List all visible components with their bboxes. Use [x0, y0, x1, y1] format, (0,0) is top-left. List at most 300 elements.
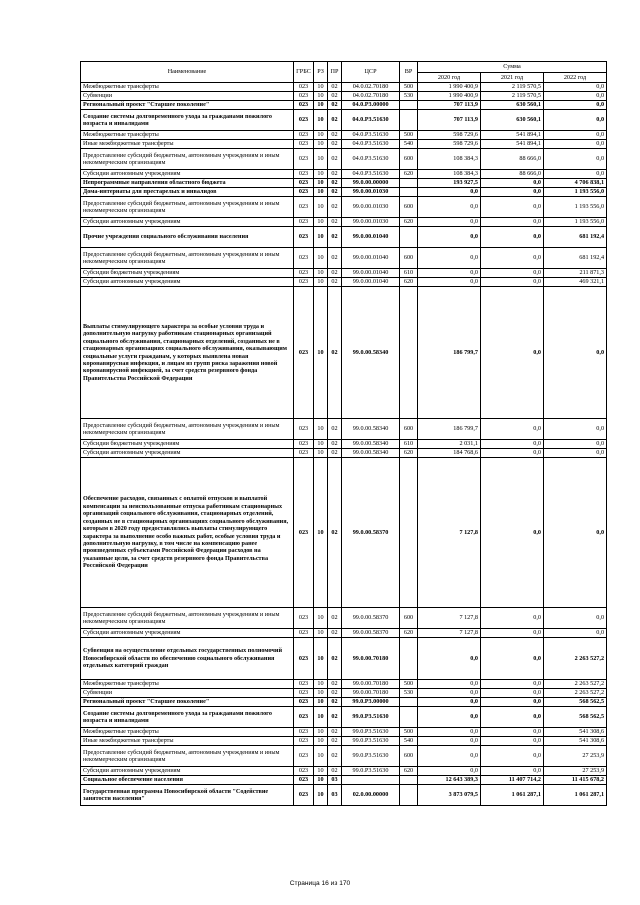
cell-2022: 1 061 287,1 [544, 785, 607, 806]
budget-table-body [81, 83, 607, 806]
cell-name: Субсидии бюджетным учреждениям [81, 440, 294, 449]
cell-csr: 99.0.00.01040 [342, 278, 400, 287]
cell-2021: 0,0 [481, 746, 544, 767]
cell-2021: 0,0 [481, 680, 544, 689]
cell-rz: 10 [314, 707, 328, 728]
cell-grbs: 023 [294, 101, 314, 110]
cell-2020: 108 384,3 [418, 149, 481, 170]
cell-name: Субсидии автономным учреждениям [81, 449, 294, 458]
cell-vr: 540 [400, 140, 418, 149]
cell-vr [400, 227, 418, 248]
cell-rz: 10 [314, 269, 328, 278]
cell-csr: 99.0.00.70180 [342, 689, 400, 698]
table-row [81, 83, 607, 92]
cell-pr: 02 [328, 458, 342, 608]
cell-pr: 02 [328, 149, 342, 170]
cell-pr: 02 [328, 638, 342, 680]
table-row [81, 188, 607, 197]
cell-grbs: 023 [294, 746, 314, 767]
cell-2022: 0,0 [544, 287, 607, 419]
table-row [81, 767, 607, 776]
cell-2021: 0,0 [481, 728, 544, 737]
cell-name: Региональный проект "Старшее поколение" [81, 101, 294, 110]
cell-rz: 10 [314, 218, 328, 227]
cell-2021: 541 894,1 [481, 131, 544, 140]
cell-csr: 04.0.P3.51630 [342, 140, 400, 149]
cell-2020: 0,0 [418, 767, 481, 776]
cell-rz: 10 [314, 227, 328, 248]
cell-name: Предоставление субсидий бюджетным, автономным учреждениям и иным некоммерческим организациям [81, 419, 294, 440]
cell-2022: 0,0 [544, 140, 607, 149]
cell-rz: 10 [314, 689, 328, 698]
cell-2021: 0,0 [481, 188, 544, 197]
table-row [81, 776, 607, 785]
cell-2022: 0,0 [544, 131, 607, 140]
cell-pr: 02 [328, 269, 342, 278]
cell-name: Субвенция на осуществление отдельных государственных полномочий Новосибирской области по обеспечению социального обслуживания отдельных категорий граждан [81, 638, 294, 680]
cell-vr [400, 110, 418, 131]
col-header-vr: ВР [400, 62, 418, 83]
cell-2021: 541 894,1 [481, 140, 544, 149]
cell-2021: 0,0 [481, 287, 544, 419]
cell-2020: 0,0 [418, 707, 481, 728]
cell-rz: 10 [314, 776, 328, 785]
cell-vr: 530 [400, 92, 418, 101]
cell-pr: 02 [328, 188, 342, 197]
table-row [81, 737, 607, 746]
cell-pr: 02 [328, 737, 342, 746]
table-row [81, 440, 607, 449]
table-row [81, 92, 607, 101]
cell-vr: 610 [400, 269, 418, 278]
cell-2020: 707 113,9 [418, 110, 481, 131]
cell-csr [342, 776, 400, 785]
cell-2022: 0,0 [544, 458, 607, 608]
cell-rz: 10 [314, 287, 328, 419]
cell-2020: 7 127,8 [418, 458, 481, 608]
cell-rz: 10 [314, 149, 328, 170]
cell-rz: 10 [314, 608, 328, 629]
cell-rz: 10 [314, 110, 328, 131]
cell-2021: 2 119 570,5 [481, 92, 544, 101]
cell-2021: 0,0 [481, 419, 544, 440]
cell-rz: 10 [314, 140, 328, 149]
cell-2022: 1 193 556,0 [544, 197, 607, 218]
cell-2022: 4 706 838,1 [544, 179, 607, 188]
cell-grbs: 023 [294, 179, 314, 188]
cell-grbs: 023 [294, 785, 314, 806]
table-row [81, 149, 607, 170]
cell-name: Создание системы долговременного ухода за гражданами пожилого возраста и инвалидами [81, 707, 294, 728]
cell-name: Социальное обеспечение населения [81, 776, 294, 785]
cell-2020: 0,0 [418, 689, 481, 698]
cell-grbs: 023 [294, 629, 314, 638]
col-header-rz: РЗ [314, 62, 328, 83]
cell-csr: 99.0.00.01030 [342, 197, 400, 218]
cell-rz: 10 [314, 746, 328, 767]
table-row [81, 707, 607, 728]
cell-2022: 0,0 [544, 83, 607, 92]
cell-2020: 598 729,6 [418, 131, 481, 140]
cell-name: Предоставление субсидий бюджетным, автономным учреждениям и иным некоммерческим организациям [81, 746, 294, 767]
cell-name: Межбюджетные трансферты [81, 83, 294, 92]
cell-2022: 11 415 678,2 [544, 776, 607, 785]
budget-table-page [80, 61, 606, 806]
cell-csr: 99.0.00.00000 [342, 179, 400, 188]
cell-pr: 02 [328, 767, 342, 776]
cell-name: Субсидии автономным учреждениям [81, 767, 294, 776]
cell-vr: 610 [400, 440, 418, 449]
cell-csr: 99.0.P3.51630 [342, 737, 400, 746]
cell-pr: 02 [328, 92, 342, 101]
cell-rz: 10 [314, 698, 328, 707]
cell-vr [400, 638, 418, 680]
cell-rz: 10 [314, 629, 328, 638]
cell-name: Субсидии автономным учреждениям [81, 278, 294, 287]
cell-2021: 2 119 570,5 [481, 83, 544, 92]
cell-rz: 10 [314, 197, 328, 218]
cell-2021: 0,0 [481, 737, 544, 746]
cell-2022: 469 321,1 [544, 278, 607, 287]
cell-pr: 02 [328, 287, 342, 419]
cell-2021: 0,0 [481, 698, 544, 707]
cell-csr: 04.0.02.70180 [342, 92, 400, 101]
cell-grbs: 023 [294, 92, 314, 101]
cell-2021: 0,0 [481, 218, 544, 227]
cell-2021: 0,0 [481, 248, 544, 269]
cell-2020: 1 990 400,9 [418, 83, 481, 92]
cell-grbs: 023 [294, 170, 314, 179]
cell-name: Государственная программа Новосибирской области "Содействие занятости населения" [81, 785, 294, 806]
cell-2022: 568 562,5 [544, 707, 607, 728]
cell-2020: 0,0 [418, 278, 481, 287]
cell-pr: 02 [328, 140, 342, 149]
cell-grbs: 023 [294, 638, 314, 680]
cell-2020: 0,0 [418, 227, 481, 248]
cell-csr: 99.0.P3.00000 [342, 698, 400, 707]
cell-rz: 10 [314, 638, 328, 680]
cell-2020: 598 729,6 [418, 140, 481, 149]
cell-name: Субсидии автономным учреждениям [81, 218, 294, 227]
cell-grbs: 023 [294, 149, 314, 170]
cell-2022: 0,0 [544, 110, 607, 131]
cell-2020: 12 643 389,3 [418, 776, 481, 785]
table-row [81, 131, 607, 140]
cell-grbs: 023 [294, 458, 314, 608]
cell-pr: 02 [328, 83, 342, 92]
cell-name: Межбюджетные трансферты [81, 131, 294, 140]
cell-csr: 99.0.00.58370 [342, 629, 400, 638]
cell-rz: 10 [314, 785, 328, 806]
table-row [81, 227, 607, 248]
cell-name: Субвенции [81, 689, 294, 698]
cell-csr: 04.0.P3.00000 [342, 101, 400, 110]
cell-rz: 10 [314, 458, 328, 608]
cell-pr: 02 [328, 707, 342, 728]
cell-grbs: 023 [294, 776, 314, 785]
cell-2022: 2 263 527,2 [544, 638, 607, 680]
cell-name: Межбюджетные трансферты [81, 728, 294, 737]
cell-name: Предоставление субсидий бюджетным, автономным учреждениям и иным некоммерческим организациям [81, 248, 294, 269]
cell-2022: 2 263 527,2 [544, 689, 607, 698]
cell-2021: 0,0 [481, 767, 544, 776]
col-header-grbs: ГРБС [294, 62, 314, 83]
cell-2022: 541 308,6 [544, 737, 607, 746]
cell-grbs: 023 [294, 269, 314, 278]
cell-csr: 04.0.P3.51630 [342, 110, 400, 131]
cell-grbs: 023 [294, 188, 314, 197]
cell-2021: 0,0 [481, 179, 544, 188]
cell-grbs: 023 [294, 197, 314, 218]
cell-2022: 1 193 556,0 [544, 188, 607, 197]
table-row [81, 728, 607, 737]
cell-vr: 620 [400, 170, 418, 179]
cell-grbs: 023 [294, 737, 314, 746]
cell-2020: 184 768,6 [418, 449, 481, 458]
cell-rz: 10 [314, 179, 328, 188]
cell-grbs: 023 [294, 248, 314, 269]
cell-2021: 0,0 [481, 440, 544, 449]
table-row [81, 170, 607, 179]
cell-vr [400, 776, 418, 785]
cell-rz: 10 [314, 92, 328, 101]
cell-2021: 0,0 [481, 269, 544, 278]
cell-name: Прочие учреждения социального обслуживания населения [81, 227, 294, 248]
cell-csr: 99.0.00.01030 [342, 218, 400, 227]
table-row [81, 179, 607, 188]
cell-name: Региональный проект "Старшее поколение" [81, 698, 294, 707]
cell-pr: 02 [328, 170, 342, 179]
table-row [81, 110, 607, 131]
cell-2020: 186 799,7 [418, 419, 481, 440]
cell-2020: 1 990 400,9 [418, 92, 481, 101]
cell-grbs: 023 [294, 131, 314, 140]
cell-2021: 11 407 714,2 [481, 776, 544, 785]
cell-vr [400, 101, 418, 110]
cell-pr: 02 [328, 629, 342, 638]
cell-grbs: 023 [294, 698, 314, 707]
cell-name: Межбюджетные трансферты [81, 680, 294, 689]
cell-rz: 10 [314, 449, 328, 458]
cell-name: Создание системы долговременного ухода за гражданами пожилого возраста и инвалидами [81, 110, 294, 131]
cell-pr: 02 [328, 746, 342, 767]
cell-pr: 02 [328, 197, 342, 218]
cell-rz: 10 [314, 737, 328, 746]
cell-grbs: 023 [294, 287, 314, 419]
cell-pr: 02 [328, 449, 342, 458]
cell-csr: 99.0.00.58370 [342, 458, 400, 608]
cell-2020: 0,0 [418, 698, 481, 707]
cell-2022: 0,0 [544, 449, 607, 458]
col-header-name: Наименование [81, 62, 294, 83]
cell-vr: 500 [400, 680, 418, 689]
cell-2022: 568 562,5 [544, 698, 607, 707]
cell-rz: 10 [314, 101, 328, 110]
table-row [81, 449, 607, 458]
cell-csr: 04.0.02.70180 [342, 83, 400, 92]
table-row [81, 248, 607, 269]
col-header-2021: 2021 год [481, 73, 544, 83]
cell-vr: 600 [400, 746, 418, 767]
cell-2022: 0,0 [544, 149, 607, 170]
cell-grbs: 023 [294, 680, 314, 689]
cell-2022: 0,0 [544, 101, 607, 110]
cell-rz: 10 [314, 419, 328, 440]
cell-pr: 02 [328, 131, 342, 140]
cell-2021: 0,0 [481, 197, 544, 218]
cell-2022: 0,0 [544, 419, 607, 440]
table-row [81, 101, 607, 110]
table-row [81, 140, 607, 149]
cell-2021: 0,0 [481, 707, 544, 728]
cell-2020: 0,0 [418, 746, 481, 767]
cell-rz: 10 [314, 767, 328, 776]
cell-csr: 99.0.00.01040 [342, 248, 400, 269]
cell-2020: 0,0 [418, 197, 481, 218]
cell-vr: 620 [400, 767, 418, 776]
cell-rz: 10 [314, 728, 328, 737]
cell-grbs: 023 [294, 449, 314, 458]
col-header-2020: 2020 год [418, 73, 481, 83]
table-row [81, 698, 607, 707]
cell-vr: 500 [400, 83, 418, 92]
cell-rz: 10 [314, 440, 328, 449]
cell-name: Иные межбюджетные трансферты [81, 140, 294, 149]
cell-csr: 04.0.P3.51630 [342, 149, 400, 170]
cell-vr [400, 785, 418, 806]
cell-pr: 02 [328, 248, 342, 269]
cell-2022: 681 192,4 [544, 248, 607, 269]
page-number: Страница 16 из 170 [289, 880, 351, 887]
cell-2022: 0,0 [544, 608, 607, 629]
cell-rz: 10 [314, 680, 328, 689]
cell-rz: 10 [314, 188, 328, 197]
cell-vr: 600 [400, 248, 418, 269]
cell-grbs: 023 [294, 707, 314, 728]
cell-csr: 99.0.00.58340 [342, 440, 400, 449]
cell-2020: 707 113,9 [418, 101, 481, 110]
cell-pr: 02 [328, 440, 342, 449]
cell-rz: 10 [314, 83, 328, 92]
cell-2021: 0,0 [481, 458, 544, 608]
cell-2021: 0,0 [481, 689, 544, 698]
cell-vr [400, 188, 418, 197]
cell-grbs: 023 [294, 440, 314, 449]
cell-2021: 88 666,0 [481, 170, 544, 179]
cell-2021: 0,0 [481, 449, 544, 458]
cell-name: Предоставление субсидий бюджетным, автономным учреждениям и иным некоммерческим организациям [81, 608, 294, 629]
cell-vr [400, 458, 418, 608]
cell-pr: 02 [328, 680, 342, 689]
cell-2021: 0,0 [481, 278, 544, 287]
cell-2022: 0,0 [544, 629, 607, 638]
cell-grbs: 023 [294, 608, 314, 629]
cell-2020: 7 127,8 [418, 608, 481, 629]
cell-2021: 630 560,1 [481, 101, 544, 110]
cell-rz: 10 [314, 170, 328, 179]
cell-grbs: 023 [294, 140, 314, 149]
cell-pr: 02 [328, 419, 342, 440]
cell-pr: 02 [328, 110, 342, 131]
table-row [81, 638, 607, 680]
cell-csr: 99.0.P3.51630 [342, 728, 400, 737]
cell-pr: 02 [328, 101, 342, 110]
cell-pr: 02 [328, 689, 342, 698]
cell-2021: 0,0 [481, 227, 544, 248]
cell-2021: 0,0 [481, 608, 544, 629]
cell-vr [400, 179, 418, 188]
cell-pr: 02 [328, 227, 342, 248]
cell-vr: 620 [400, 218, 418, 227]
budget-table [80, 61, 607, 806]
cell-name: Субсидии автономным учреждениям [81, 170, 294, 179]
table-row [81, 458, 607, 608]
cell-csr: 99.0.P3.51630 [342, 767, 400, 776]
cell-2020: 193 927,5 [418, 179, 481, 188]
cell-pr: 02 [328, 179, 342, 188]
cell-vr: 600 [400, 149, 418, 170]
cell-2022: 0,0 [544, 440, 607, 449]
cell-csr: 99.0.00.01040 [342, 227, 400, 248]
cell-csr: 02.0.00.00000 [342, 785, 400, 806]
table-row [81, 689, 607, 698]
cell-csr: 99.0.P3.51630 [342, 707, 400, 728]
cell-csr: 99.0.00.70180 [342, 680, 400, 689]
cell-vr [400, 287, 418, 419]
cell-2020: 0,0 [418, 218, 481, 227]
col-header-2022: 2022 год [544, 73, 607, 83]
cell-grbs: 023 [294, 83, 314, 92]
table-row [81, 746, 607, 767]
table-row [81, 785, 607, 806]
cell-2020: 7 127,8 [418, 629, 481, 638]
cell-name: Субсидии автономным учреждениям [81, 629, 294, 638]
cell-vr: 600 [400, 419, 418, 440]
cell-2020: 0,0 [418, 737, 481, 746]
cell-pr: 02 [328, 218, 342, 227]
cell-csr: 99.0.00.58340 [342, 287, 400, 419]
cell-2020: 0,0 [418, 638, 481, 680]
col-header-sum: Сумма [418, 62, 607, 73]
cell-rz: 10 [314, 278, 328, 287]
cell-2020: 2 031,1 [418, 440, 481, 449]
cell-vr: 500 [400, 131, 418, 140]
cell-2022: 211 871,3 [544, 269, 607, 278]
cell-grbs: 023 [294, 278, 314, 287]
cell-grbs: 023 [294, 689, 314, 698]
cell-vr: 540 [400, 737, 418, 746]
cell-grbs: 023 [294, 218, 314, 227]
cell-csr: 99.0.00.58340 [342, 419, 400, 440]
cell-csr: 99.0.P3.51630 [342, 746, 400, 767]
cell-pr: 02 [328, 278, 342, 287]
cell-name: Предоставление субсидий бюджетным, автономным учреждениям и иным некоммерческим организациям [81, 197, 294, 218]
cell-csr: 04.0.P3.51630 [342, 170, 400, 179]
table-row [81, 278, 607, 287]
cell-2022: 541 308,6 [544, 728, 607, 737]
table-row [81, 218, 607, 227]
cell-name: Субвенции [81, 92, 294, 101]
cell-vr: 600 [400, 197, 418, 218]
cell-2021: 630 560,1 [481, 110, 544, 131]
cell-2020: 0,0 [418, 728, 481, 737]
cell-csr: 99.0.00.01030 [342, 188, 400, 197]
table-row [81, 269, 607, 278]
cell-2022: 2 263 527,2 [544, 680, 607, 689]
cell-pr: 03 [328, 785, 342, 806]
cell-2021: 88 666,0 [481, 149, 544, 170]
cell-vr: 620 [400, 278, 418, 287]
